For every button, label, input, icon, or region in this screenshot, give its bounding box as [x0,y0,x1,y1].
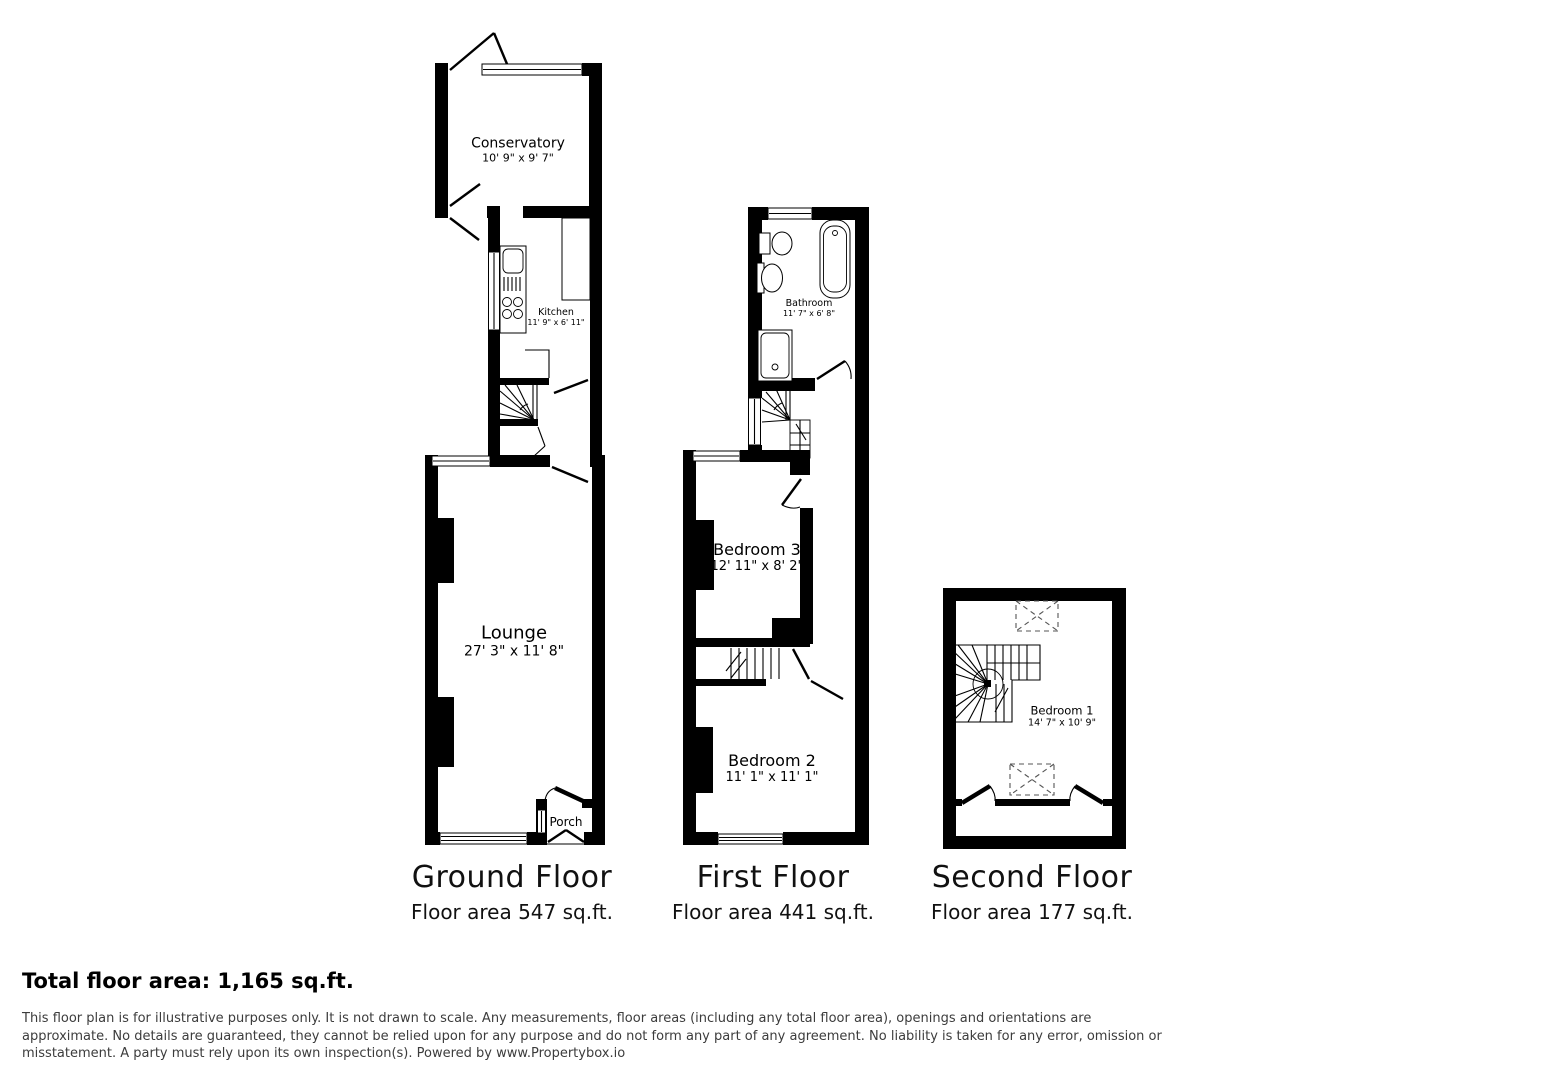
porch-window [538,810,546,833]
second-floor-stairs [952,645,1040,722]
mid-stairs [683,638,810,686]
floor-title: First Floor [696,860,850,895]
room-label-bathroom [783,298,835,318]
room-label-conservatory [471,136,565,165]
kitchen-step-line [525,350,549,378]
room-label-lounge [464,623,564,660]
landing-window [749,398,761,445]
bedroom3-door [782,479,801,508]
shower-icon [758,330,792,381]
bedroom2-door [793,649,843,699]
chimney-breast [438,697,454,767]
room-dims: 11' 9" x 6' 11" [527,318,585,327]
disclaimer-line: This floor plan is for illustrative purposes only. It is not drawn to scale. Any measurements, floor areas (including any total floor area), openings and orientations are [22,1011,1092,1026]
room-dims: 10' 9" x 9' 7" [482,151,554,165]
kitchen-door-leaf [554,380,588,393]
room-name: Bedroom 3 [713,540,801,559]
lounge-door-leaf [552,467,588,482]
room-label-kitchen [527,307,584,327]
lounge-bay-window [440,833,527,844]
room-dims: 12' 11" x 8' 2" [710,559,804,574]
room-dims: 11' 7" x 6' 8" [782,309,836,318]
lounge-top-window [432,456,490,466]
floor-title: Ground Floor [411,860,613,895]
floor-area: Floor area 441 sq.ft. [672,900,874,924]
bathtub-icon [820,220,850,298]
floor-area: Floor area 177 sq.ft. [931,900,1133,924]
conservatory-window [482,64,582,75]
room-label-bedroom2 [726,751,819,785]
basin-icon [757,263,783,293]
skylight [1010,764,1054,795]
room-label-bedroom1 [1028,704,1096,729]
first-floor-stairs [762,389,810,458]
caption-first-floor [672,860,874,924]
caption-second-floor [931,860,1133,924]
chimney-breast [438,518,454,583]
room-name: Bedroom 1 [1030,703,1094,718]
room-dims: 14' 7" x 10' 9" [1028,717,1096,729]
room-name: Kitchen [538,307,574,318]
kitchen-window [489,252,500,330]
room-name: Bathroom [785,298,833,309]
floor-area: Floor area 547 sq.ft. [411,900,613,924]
room-dims: 11' 1" x 11' 1" [725,770,819,785]
caption-ground-floor [411,860,613,924]
room-label-porch [549,815,582,829]
bathroom-door [817,361,851,379]
disclaimer [22,1010,1162,1063]
room-label-bedroom3 [711,540,804,574]
room-name: Lounge [480,622,548,644]
room-name: Bedroom 2 [728,751,816,770]
front-door [547,830,584,844]
chimney-breast [696,727,713,793]
skylight [1016,601,1058,631]
bedroom3-window [693,451,740,461]
bathroom-window [768,208,812,219]
room-name: Porch [549,815,583,829]
room-name: Conservatory [471,135,565,152]
disclaimer-line: approximate. No details are guaranteed, they cannot be relied upon for any purpose and do not form any part of any agreement. No liability is taken for any error, omission or [22,1028,1162,1044]
toilet-icon [759,232,792,255]
disclaimer-line: misstatement. A party must rely upon its own inspection(s). Powered by www.Propertybox.io [22,1046,626,1061]
kitchen-worktop [562,218,590,300]
bedroom2-window [718,834,783,844]
total-floor-area: Total floor area: 1,165 sq.ft. [22,969,354,993]
room-dims: 27' 3" x 11' 8" [463,643,565,660]
sink-icon [500,246,526,333]
first-floor-plan [683,207,869,845]
floor-title: Second Floor [931,860,1133,895]
conservatory-french-doors [450,184,480,240]
